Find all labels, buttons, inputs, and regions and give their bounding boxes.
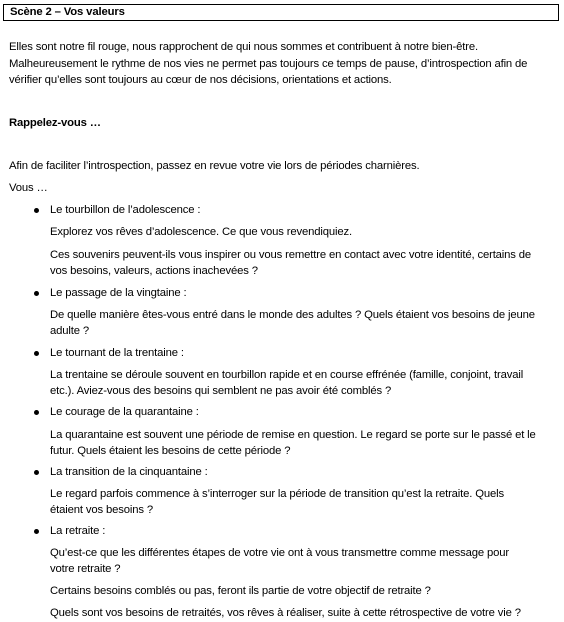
period-label: La transition de la cinquantaine : xyxy=(50,466,208,478)
period-text: etc.). Aviez-vous des besoins qui semblent ne pas avoir été comblés ? xyxy=(50,385,392,397)
period-text: Certains besoins comblés ou pas, feront ils partie de votre objectif de retraite ? xyxy=(50,585,431,597)
bullet-icon xyxy=(34,529,39,534)
period-text: adulte ? xyxy=(50,325,90,337)
period-text: Ces souvenirs peuvent-ils vous inspirer ou vous remettre en contact avec votre identité, certains de xyxy=(50,249,532,261)
bullet-icon xyxy=(34,410,39,415)
period-text: futur. Quels étaient les besoins de cette période ? xyxy=(50,445,291,457)
intro-line: vérifier qu’elles sont toujours au cœur de nos décisions, orientations et actions. xyxy=(9,74,392,86)
period-text: vos besoins, valeurs, actions inachevées ? xyxy=(50,265,258,277)
period-text: Qu’est-ce que les différentes étapes de votre vie ont à vous transmettre comme message pour xyxy=(50,547,509,559)
period-text: La trentaine se déroule souvent en tourbillon rapide et en course effrénée (famille, conjoint, travail xyxy=(50,369,524,381)
intro-line: Elles sont notre fil rouge, nous rapprochent de qui nous sommes et contribuent à notre bien-être. xyxy=(9,41,478,53)
period-text: Le regard parfois commence à s’interroger sur la période de transition qu’est la retraite. Quels xyxy=(50,488,505,500)
period-label: Le courage de la quarantaine : xyxy=(50,406,199,418)
section-heading: Rappelez-vous … xyxy=(9,117,101,129)
bullet-icon xyxy=(34,470,39,475)
period-text: étaient vos besoins ? xyxy=(50,504,153,516)
bullet-icon xyxy=(34,291,39,296)
instruction-text: Afin de faciliter l’introspection, passez en revue votre vie lors de périodes charnières. xyxy=(9,160,420,172)
bullet-icon xyxy=(34,351,39,356)
period-text: De quelle manière êtes-vous entré dans le monde des adultes ? Quels étaient vos besoins de jeune xyxy=(50,309,535,321)
period-label: Le tournant de la trentaine : xyxy=(50,347,184,359)
period-text: votre retraite ? xyxy=(50,563,121,575)
vous-text: Vous … xyxy=(9,182,48,194)
intro-line: Malheureusement le rythme de nos vies ne permet pas toujours ce temps de pause, d’introspection afin de xyxy=(9,58,528,70)
period-label: La retraite : xyxy=(50,525,106,537)
period-text: Explorez vos rêves d’adolescence. Ce que vous revendiquiez. xyxy=(50,226,352,238)
period-text: La quarantaine est souvent une période de remise en question. Le regard se porte sur le passé et le xyxy=(50,429,536,441)
period-text: Quels sont vos besoins de retraités, vos rêves à réaliser, suite à cette rétrospective de votre vie ? xyxy=(50,607,521,619)
page-title: Scène 2 – Vos valeurs xyxy=(3,4,559,21)
bullet-icon xyxy=(34,208,39,213)
period-label: Le passage de la vingtaine : xyxy=(50,287,187,299)
period-label: Le tourbillon de l’adolescence : xyxy=(50,204,201,216)
